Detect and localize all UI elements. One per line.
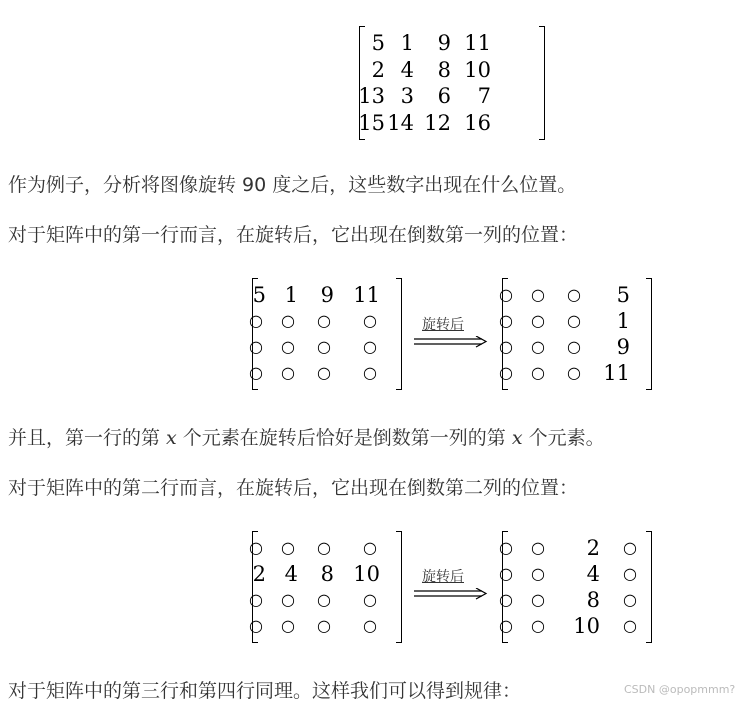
matrix-cell: 2 <box>252 562 266 586</box>
matrix-cell: 11 <box>353 283 380 307</box>
bracket-right <box>396 531 402 643</box>
matrix-cell: 4 <box>284 562 298 586</box>
matrix-original <box>359 26 545 140</box>
matrix-cell: ○ <box>531 337 545 356</box>
matrix-cell: ○ <box>531 363 545 382</box>
matrix-cell: ○ <box>623 564 637 583</box>
paragraph-row2: 对于矩阵中的第二行而言，在旋转后，它出现在倒数第二列的位置： <box>8 477 579 499</box>
matrix-cell: 11 <box>603 361 630 385</box>
matrix-cell: ○ <box>567 285 581 304</box>
bracket-right <box>396 278 402 390</box>
matrix-cell: ○ <box>623 538 637 557</box>
matrix-cell: 16 <box>464 110 491 135</box>
matrix-cell: ○ <box>531 285 545 304</box>
matrix-cell: ○ <box>317 616 331 635</box>
matrix-cell: ○ <box>317 337 331 356</box>
matrix-cell: ○ <box>249 538 263 557</box>
matrix-cell: ○ <box>281 590 295 609</box>
matrix-cell: 8 <box>437 57 451 82</box>
matrix-cell: 9 <box>616 335 630 359</box>
matrix-cell: ○ <box>317 363 331 382</box>
matrix-cell: ○ <box>363 590 377 609</box>
matrix-cell: 3 <box>400 84 414 109</box>
matrix-cell: ○ <box>531 311 545 330</box>
paragraph-intro: 作为例子，分析将图像旋转 90 度之后，这些数字出现在什么位置。 <box>8 174 577 196</box>
matrix-cell: 10 <box>464 57 491 82</box>
matrix-cell: ○ <box>531 538 545 557</box>
matrix-cell: ○ <box>317 311 331 330</box>
matrix-cell: 7 <box>477 84 491 109</box>
matrix-cell: 2 <box>371 57 385 82</box>
matrix-cell: 1 <box>400 31 414 56</box>
matrix-cell: ○ <box>281 311 295 330</box>
matrix-row1-after <box>499 278 652 390</box>
matrix-row2-before <box>249 531 402 643</box>
paragraph-row1-element <box>8 425 605 451</box>
matrix-cell: ○ <box>249 337 263 356</box>
bracket-right <box>646 531 652 643</box>
matrix-cell: ○ <box>567 337 581 356</box>
math-x: x <box>166 427 177 449</box>
matrix-cell: 5 <box>616 283 630 307</box>
matrix-cell: ○ <box>249 590 263 609</box>
matrix-cell: ○ <box>499 285 513 304</box>
text-part: 并且，第一行的第 <box>8 427 167 449</box>
matrix-cell: 12 <box>424 110 451 135</box>
matrix-cell: 15 <box>358 110 385 135</box>
matrix-cell: ○ <box>567 311 581 330</box>
matrix-cell: ○ <box>499 616 513 635</box>
matrix-cell: 5 <box>252 283 266 307</box>
text-part: 个元素在旋转后恰好是倒数第一列的第 <box>176 427 512 449</box>
matrix-cell: ○ <box>249 311 263 330</box>
matrix-cell: ○ <box>281 363 295 382</box>
matrix-cell: ○ <box>499 590 513 609</box>
matrix-cell: 6 <box>437 84 451 109</box>
matrix-cell: ○ <box>363 538 377 557</box>
matrix-cell: ○ <box>249 363 263 382</box>
paragraph-row1: 对于矩阵中的第一行而言，在旋转后，它出现在倒数第一列的位置： <box>8 224 579 246</box>
matrix-cell: 11 <box>464 31 491 56</box>
matrix-cell: 5 <box>371 31 385 56</box>
matrix-cell: ○ <box>623 616 637 635</box>
matrix-cell: ○ <box>363 616 377 635</box>
matrix-cell: ○ <box>281 337 295 356</box>
matrix-cell: 2 <box>586 536 600 560</box>
matrix-cell: ○ <box>363 337 377 356</box>
matrix-row2-after <box>499 531 652 643</box>
matrix-cell: ○ <box>317 590 331 609</box>
matrix-cell: ○ <box>499 564 513 583</box>
rotate-arrow-2 <box>414 568 488 602</box>
matrix-cell: ○ <box>499 363 513 382</box>
rotate-arrow-1 <box>414 316 488 350</box>
matrix-cell: 10 <box>353 562 380 586</box>
matrix-cell: ○ <box>531 590 545 609</box>
watermark: CSDN @opopmmm? <box>624 683 736 696</box>
matrix-cell: ○ <box>531 564 545 583</box>
matrix-cell: ○ <box>499 538 513 557</box>
matrix-cell: 14 <box>387 110 414 135</box>
bracket-right <box>539 26 545 140</box>
paragraph-rows34: 对于矩阵中的第三行和第四行同理。这样我们可以得到规律： <box>8 680 522 702</box>
text-part: 个元素。 <box>522 427 605 449</box>
matrix-cell: ○ <box>363 311 377 330</box>
matrix-cell: 9 <box>320 283 334 307</box>
matrix-cell: 13 <box>358 84 385 109</box>
matrix-cell: ○ <box>281 538 295 557</box>
matrix-cell: ○ <box>623 590 637 609</box>
arrow-label: 旋转后 <box>422 569 464 585</box>
matrix-cell: 8 <box>586 588 600 612</box>
matrix-cell: ○ <box>499 337 513 356</box>
matrix-cell: ○ <box>317 538 331 557</box>
matrix-cell: ○ <box>531 616 545 635</box>
bracket-right <box>646 278 652 390</box>
double-arrow-icon <box>414 588 488 600</box>
matrix-cell: 8 <box>320 562 334 586</box>
matrix-cell: 9 <box>437 31 451 56</box>
matrix-cell: ○ <box>249 616 263 635</box>
matrix-cell: 10 <box>573 614 600 638</box>
matrix-row1-before <box>249 278 402 390</box>
matrix-cell: ○ <box>567 363 581 382</box>
matrix-cell: 4 <box>400 57 414 82</box>
matrix-cell: ○ <box>281 616 295 635</box>
matrix-cell: 1 <box>284 283 298 307</box>
matrix-cell: 1 <box>616 309 630 333</box>
matrix-cell: 4 <box>586 562 600 586</box>
double-arrow-icon <box>414 336 488 348</box>
math-x: x <box>511 427 523 449</box>
matrix-cell: ○ <box>499 311 513 330</box>
arrow-label: 旋转后 <box>422 317 464 333</box>
matrix-cell: ○ <box>363 363 377 382</box>
